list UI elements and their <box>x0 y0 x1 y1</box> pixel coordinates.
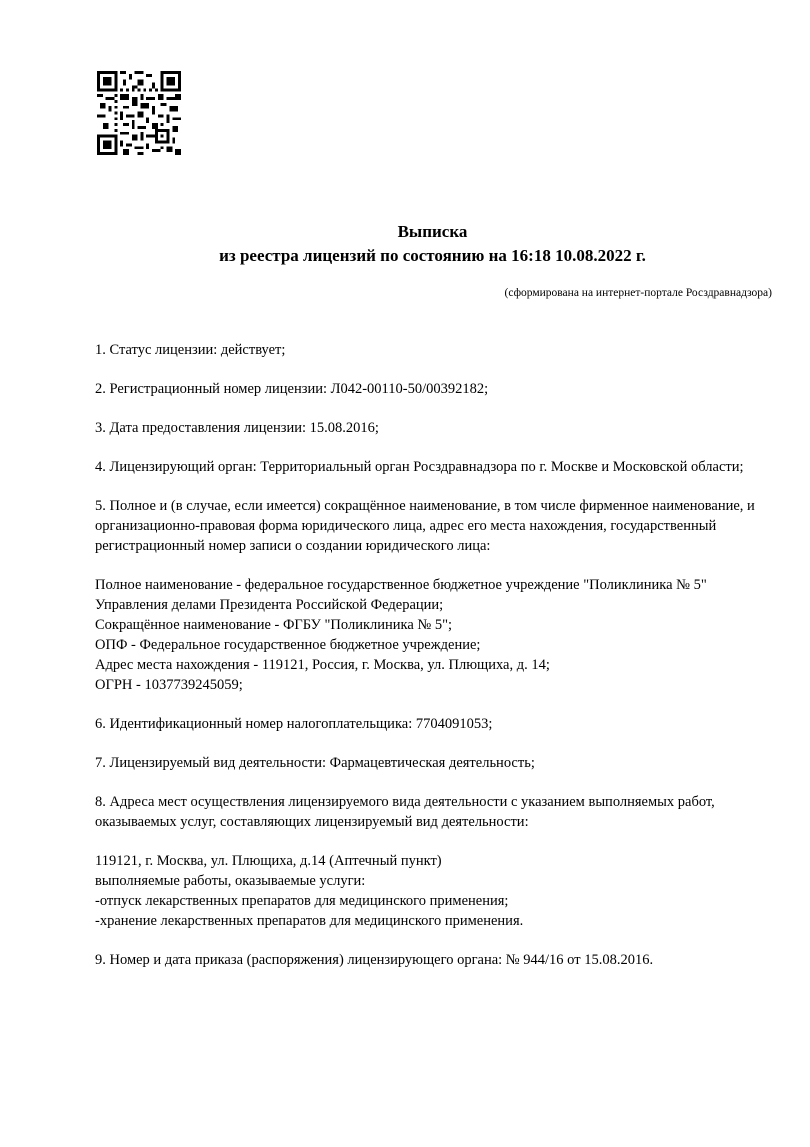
issue-date: 3. Дата предоставления лицензии: 15.08.2016; <box>95 420 379 436</box>
license-status: 1. Статус лицензии: действует; <box>95 342 286 358</box>
document-body <box>95 340 770 970</box>
portal-note: (сформирована на интернет-портале Росздравнадзора) <box>504 287 772 299</box>
licensed-activity: 7. Лицензируемый вид деятельности: Фармацевтическая деятельность; <box>95 755 535 771</box>
registration-number: 2. Регистрационный номер лицензии: Л042-00110-50/00392182; <box>95 381 489 397</box>
place-address: 119121, г. Москва, ул. Плющиха, д.14 (Аптечный пункт) <box>95 853 442 869</box>
entity-short-name: Сокращённое наименование - ФГБУ "Поликлиника № 5"; <box>95 617 453 633</box>
works-heading: выполняемые работы, оказываемые услуги: <box>95 873 366 889</box>
entity-opf: ОПФ - Федеральное государственное бюджетное учреждение; <box>95 637 481 653</box>
licensing-authority: 4. Лицензирующий орган: Территориальный орган Росздравнадзора по г. Москве и Московской области; <box>95 459 744 475</box>
qr-code <box>97 71 181 155</box>
work-item: -хранение лекарственных препаратов для медицинского применения. <box>95 913 524 929</box>
document-subtitle: из реестра лицензий по состоянию на 16:18 10.08.2022 г. <box>219 246 646 265</box>
places-heading: 8. Адреса мест осуществления лицензируемого вида деятельности с указанием выполняемых работ, оказываемых услуг, составляющих лицензируемый вид деятельности: <box>95 794 715 830</box>
entity-full-name: Полное наименование - федеральное государственное бюджетное учреждение "Поликлиника № 5" Управления делами Президента Российской Федерации; <box>95 577 707 613</box>
order-info: 9. Номер и дата приказа (распоряжения) лицензирующего органа: № 944/16 от 15.08.2016. <box>95 952 654 968</box>
work-item: -отпуск лекарственных препаратов для медицинского применения; <box>95 893 509 909</box>
taxpayer-number: 6. Идентификационный номер налогоплательщика: 7704091053; <box>95 716 493 732</box>
entity-ogrn: ОГРН - 1037739245059; <box>95 677 243 693</box>
document-title: Выписка <box>397 222 468 241</box>
entity-address: Адрес места нахождения - 119121, Россия, г. Москва, ул. Плющиха, д. 14; <box>95 657 550 673</box>
entity-heading: 5. Полное и (в случае, если имеется) сокращённое наименование, в том числе фирменное наименование, и организационно-правовая форма юридического лица, адрес его места нахождения, государственный регистрационный номер записи о создании юридического лица: <box>95 498 755 554</box>
